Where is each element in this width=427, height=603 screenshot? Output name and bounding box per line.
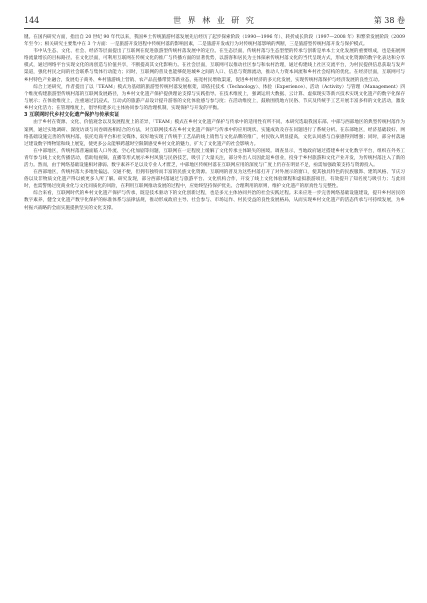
page-number: 144 [24,16,40,25]
running-header [24,14,405,29]
article-body [24,34,405,594]
paragraph: 在中部地区，传统村落普遍面临人口外流、空心化加剧等问题，互联网在一定程度上缓解了文化传承主体缺失的困境。调查显示，当地政府通过搭建乡村文化数字平台，组织在外务工青年参与线上文化传播活动，借助短视频、直播等形式展示乡村风貌与民俗技艺，吸引了大量关注，部分外出人员因此返乡创业，投身于乡村旅游和文化产业开发，为传统村落注入了新的活力。然而，由于网络基础设施相对薄弱、数字素养不足以及专业人才匮乏，中部地区传统村落在互联网应用的深度与广度上仍存在明显不足，亟需加强政策支持与资源投入。 [24,148,405,168]
section-heading: 3 互联网时代乡村文化遗产保护与传承实证 [24,112,120,119]
paragraph: 韦中从生态、文化、社会、经济等层面提出了互联网在促进旅游型传统村落发展中的定位。在生态层面，传统村落与生态型塑的传承与创新是单本土文化发展的重要组成，也是拓展网络流量增长的目标路径。在文化层面，可利用互联网在传统文化的推广与传播方面的显著优势，以游客和居民为主体探索传统村落文化的当代呈现方式，形成文化资源的数字化表达和分享模式，通过网络平台实现文化的再创造与价值共享，不断提高其文化影响力。在社会层面，互联网可以推动社区参与和农村治理，通过构建线上社区交流平台，为村民提供信息获取与发声渠道，强化村民之间的社会联系与集体行动能力；同时，互联网的普及也能够促进城乡之间的人口、信息与资源流动，推动人力资本回流和乡村社会结构的优化。在经济层面，互联网可与乡村特色产业融合，发展电子商务、乡村旅游线上营销、农产品直播带货等新业态，拓宽村民增收渠道，促进乡村经济的多元化发展，实现传统村落保护与经济发展的良性互动。 [24,49,405,83]
paragraph: 由于乡村在资源、文化、价值观念以及发展程度上的差异，「TEAM」模式在乡村文化遗产保护与传承中的适用性有所不同。本研究选取我国东部、中部与西部地区的典型传统村落作为案例，通过实地调研、深度访谈与问卷调查相结合的方法，对互联网技术在乡村文化遗产保护与传承中的应用现状、实施成效及存在问题进行了系统分析。在东部地区，经济基础较好、网络基础设施完善的传统村落，依托电商平台和社交媒体，较好地实现了传统手工艺品的线上销售与文化品牌的推广，村民收入明显提高，文化认同感与自豪感得到增强；同时，部分村落通过建设数字博物馆和线上展览，使更多公众能够跨越时空限制感受乡村文化的魅力，扩大了文化遗产的社会影响力。 [24,120,405,147]
paragraph: 键。在国内研究方面，指出自 20 世纪 90 年代以来，我国乡土传统旅游村落发展先后经历了起步探索阶段（1990—1996 年）、转折成长阶段（1997—2008 年）和繁荣发展阶段（2009 年至今）；相关研究主要集中在 3 个方面：一是旅游开发进程中传统村落的影响因素，二是旅游开发或行为对传统村落影响的判断，三是旅游型传统村落开发与保护模式。 [24,35,405,48]
journal-name: 世 界 林 业 研 究 [173,16,256,25]
volume-label: 第 38 卷 [373,16,405,25]
paragraph: 综合来看，互联网时代的乡村文化遗产保护与传承，既是技术驱动下的文化创新过程，也是多元主体协同共治的社会实践过程。未来应进一步完善网络基础设施建设，提升乡村居民的数字素养，健全文化遗产数字化保护的标准体系与法律法规，推动形成政府主导、社会参与、市场运作、村民受益的良性发展格局，从而实现乡村文化遗产的活态传承与可持续发展，为乡村振兴战略的全面实施提供坚实的文化支撑。 [24,191,405,211]
paragraph: 在西部地区，传统村落大多地处偏远、交通不便，但拥有独特而丰富的民族文化资源。互联网的普及为这些村落打开了对外展示的窗口，使其独具特色的民族服饰、建筑风格、节庆习俗以及非物质文化遗产得以被更多人所了解。研究发现，部分西部村落通过与旅游平台、文化机构合作，开发了线上文化体验课程和虚拟旅游项目，有效提升了知名度与吸引力；与此同时，也需警惕过度商业化与文化同质化的风险，在利用互联网推动发展的过程中，应始终坚持保护优先、合理利用的原则，维护文化遗产的原真性与完整性。 [24,170,405,190]
paragraph: 综合上述研究，作者提出了以「TEAM」模式为基础的旅游型传统村落发展框架，即依托技术（Technology）、体验（Experience）、活动（Activity）与管理（Management）四个维度构建旅游型传统村落的互联网发展路径，为乡村文化遗产保护提供理论支撑与实践指导。在技术维度上，强调运用大数据、云计算、虚拟现实等新兴技术实现文化遗产的数字化保存与展示；在体验维度上，注重通过沉浸式、互动式的旅游产品设计提升游客的文化体验感与参与度；在活动维度上，鼓励围绕地方民俗、节庆及传统手工艺开展丰富多样的文化活动，激发乡村文化活力；在管理维度上，倡导构建多元主体协同参与的治理机制，实现保护与开发的平衡。 [24,84,405,111]
